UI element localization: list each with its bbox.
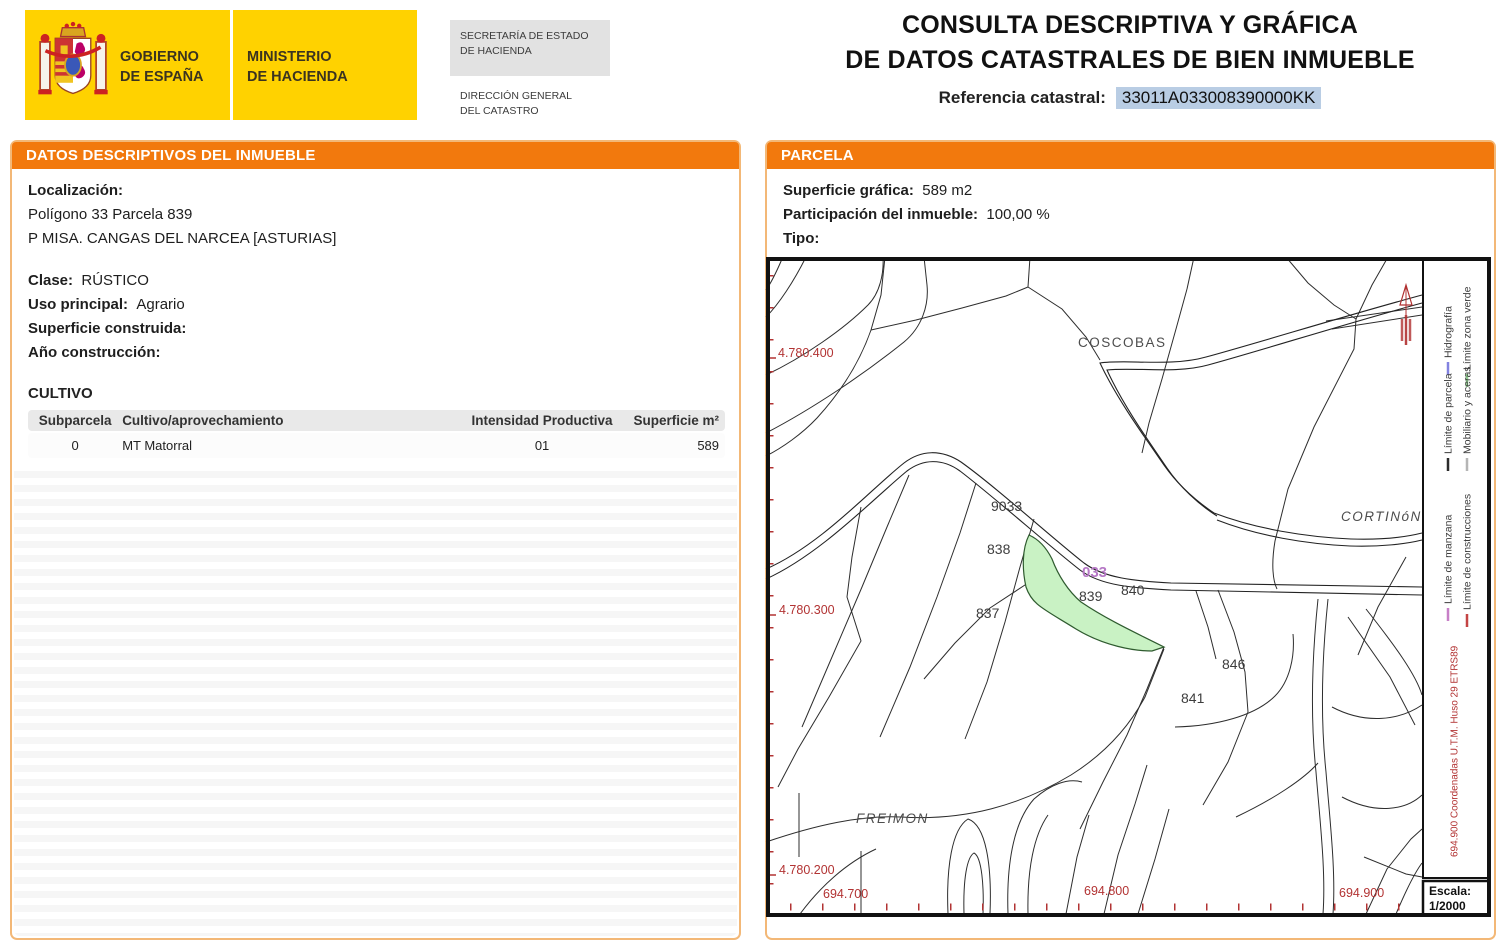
coord-label-y-4780300: 4.780.300 <box>779 603 835 617</box>
gobierno-logo-box <box>25 10 230 120</box>
agency-block <box>450 20 610 119</box>
superficie-grafica-row <box>783 179 1478 203</box>
superficie-label: Superficie construida: <box>28 320 187 337</box>
reference-label: Referencia catastral: <box>938 88 1106 107</box>
coord-label-x-694900: 694.900 <box>1339 886 1385 900</box>
map-label-coscobas: COSCOBAS <box>1078 335 1167 350</box>
legend-label: Mobiliario y aceras <box>1461 366 1474 454</box>
col-subparcela: Subparcela <box>38 413 112 428</box>
coord-label-y-4780200: 4.780.200 <box>779 863 835 877</box>
cultivo-table <box>28 410 725 458</box>
participacion-value: 100,00 % <box>986 206 1050 223</box>
secretaria-label: SECRETARÍA DE ESTADO DE HACIENDA <box>450 20 610 76</box>
localizacion-line-2: P MISA. CANGAS DEL NARCEA [ASTURIAS] <box>28 230 337 247</box>
right-panel-body <box>767 169 1494 251</box>
uso-label: Uso principal: <box>28 296 129 313</box>
legend-label: Límite zona verde <box>1461 286 1474 370</box>
table-cell: 589 <box>697 438 720 453</box>
coord-label-x-694700: 694.700 <box>823 887 869 901</box>
left-panel-body <box>12 169 739 458</box>
participacion-label: Participación del inmueble: <box>783 206 979 223</box>
gobierno-label: GOBIERNO DE ESPAÑA <box>120 49 204 85</box>
tipo-row <box>783 227 1478 251</box>
table-cell: 0 <box>71 438 79 453</box>
table-row <box>28 433 725 458</box>
spain-coat-of-arms-icon <box>33 17 113 113</box>
scale-label: Escala: <box>1429 884 1472 898</box>
table-cell: MT Matorral <box>122 438 193 453</box>
cadastral-map <box>765 257 1492 917</box>
parcel-number-838: 838 <box>987 541 1011 557</box>
cadastral-reference <box>770 87 1490 109</box>
col-cultivo: Cultivo/aprovechamiento <box>122 413 284 428</box>
tipo-label: Tipo: <box>783 230 820 247</box>
parcel-number-841: 841 <box>1181 690 1205 706</box>
direccion-label: DIRECCIÓN GENERAL DEL CATASTRO <box>460 90 573 118</box>
coord-label-x-694800: 694.800 <box>1084 884 1130 898</box>
utm-coordinate-note <box>1450 645 1461 857</box>
ministerio-label: MINISTERIO DE HACIENDA <box>247 49 348 85</box>
ministerio-logo-box <box>233 10 417 120</box>
parcel-number-837: 837 <box>976 605 1000 621</box>
legend-label: Límite de construcciones <box>1461 493 1474 610</box>
title-line-2: DE DATOS CATASTRALES DE BIEN INMUEBLE <box>845 45 1415 74</box>
parcel-number-846: 846 <box>1222 656 1246 672</box>
datos-descriptivos-panel <box>10 140 741 940</box>
right-panel-title: PARCELA <box>767 142 1494 169</box>
clase-label: Clase: <box>28 272 74 289</box>
clase-value: RÚSTICO <box>81 272 149 289</box>
parcel-number-840: 840 <box>1121 582 1145 598</box>
title-line-1: CONSULTA DESCRIPTIVA Y GRÁFICA <box>901 11 1359 39</box>
map-label-freimon: FREIMON <box>856 811 929 826</box>
scale-value: 1/2000 <box>1429 899 1466 913</box>
polygon-number-033: 033 <box>1082 564 1108 581</box>
col-superficie: Superficie m² <box>633 413 720 428</box>
localizacion-line-1: Polígono 33 Parcela 839 <box>28 206 193 223</box>
legend-label: Límite de manzana <box>1442 514 1455 604</box>
document-title <box>770 8 1490 109</box>
participacion-row <box>783 203 1478 227</box>
map-label-cortinon: CORTINóN <box>1341 509 1422 524</box>
legend-item <box>1462 494 1474 627</box>
legend-label: Límite de parcela <box>1442 373 1455 454</box>
table-cell: 01 <box>534 438 550 453</box>
cultivo-title: CULTIVO <box>28 385 93 402</box>
parcel-number-839: 839 <box>1079 588 1103 604</box>
localizacion-label: Localización: <box>28 182 124 199</box>
coord-label-y-4780400: 4.780.400 <box>778 346 834 360</box>
cultivo-table-header <box>28 410 725 431</box>
superficie-grafica-label: Superficie gráfica: <box>783 182 914 199</box>
svg-text:694.900 Coordenadas U.T.M. Hus: 694.900 Coordenadas U.T.M. Huso 29 ETRS89 <box>1449 645 1461 857</box>
superficie-row <box>28 317 723 341</box>
clase-row <box>28 269 723 293</box>
uso-value: Agrario <box>136 296 185 313</box>
superficie-grafica-value: 589 m2 <box>922 182 973 199</box>
col-intensidad: Intensidad Productiva <box>471 413 613 428</box>
left-panel-title: DATOS DESCRIPTIVOS DEL INMUEBLE <box>12 142 739 169</box>
reference-value: 33011A033008390000KK <box>1116 87 1321 109</box>
parcel-number-9033: 9033 <box>991 498 1023 514</box>
anio-label: Año construcción: <box>28 344 161 361</box>
legend-label: Hidrografía <box>1442 306 1455 358</box>
empty-table-rows <box>14 464 737 936</box>
anio-row <box>28 341 723 365</box>
uso-row <box>28 293 723 317</box>
